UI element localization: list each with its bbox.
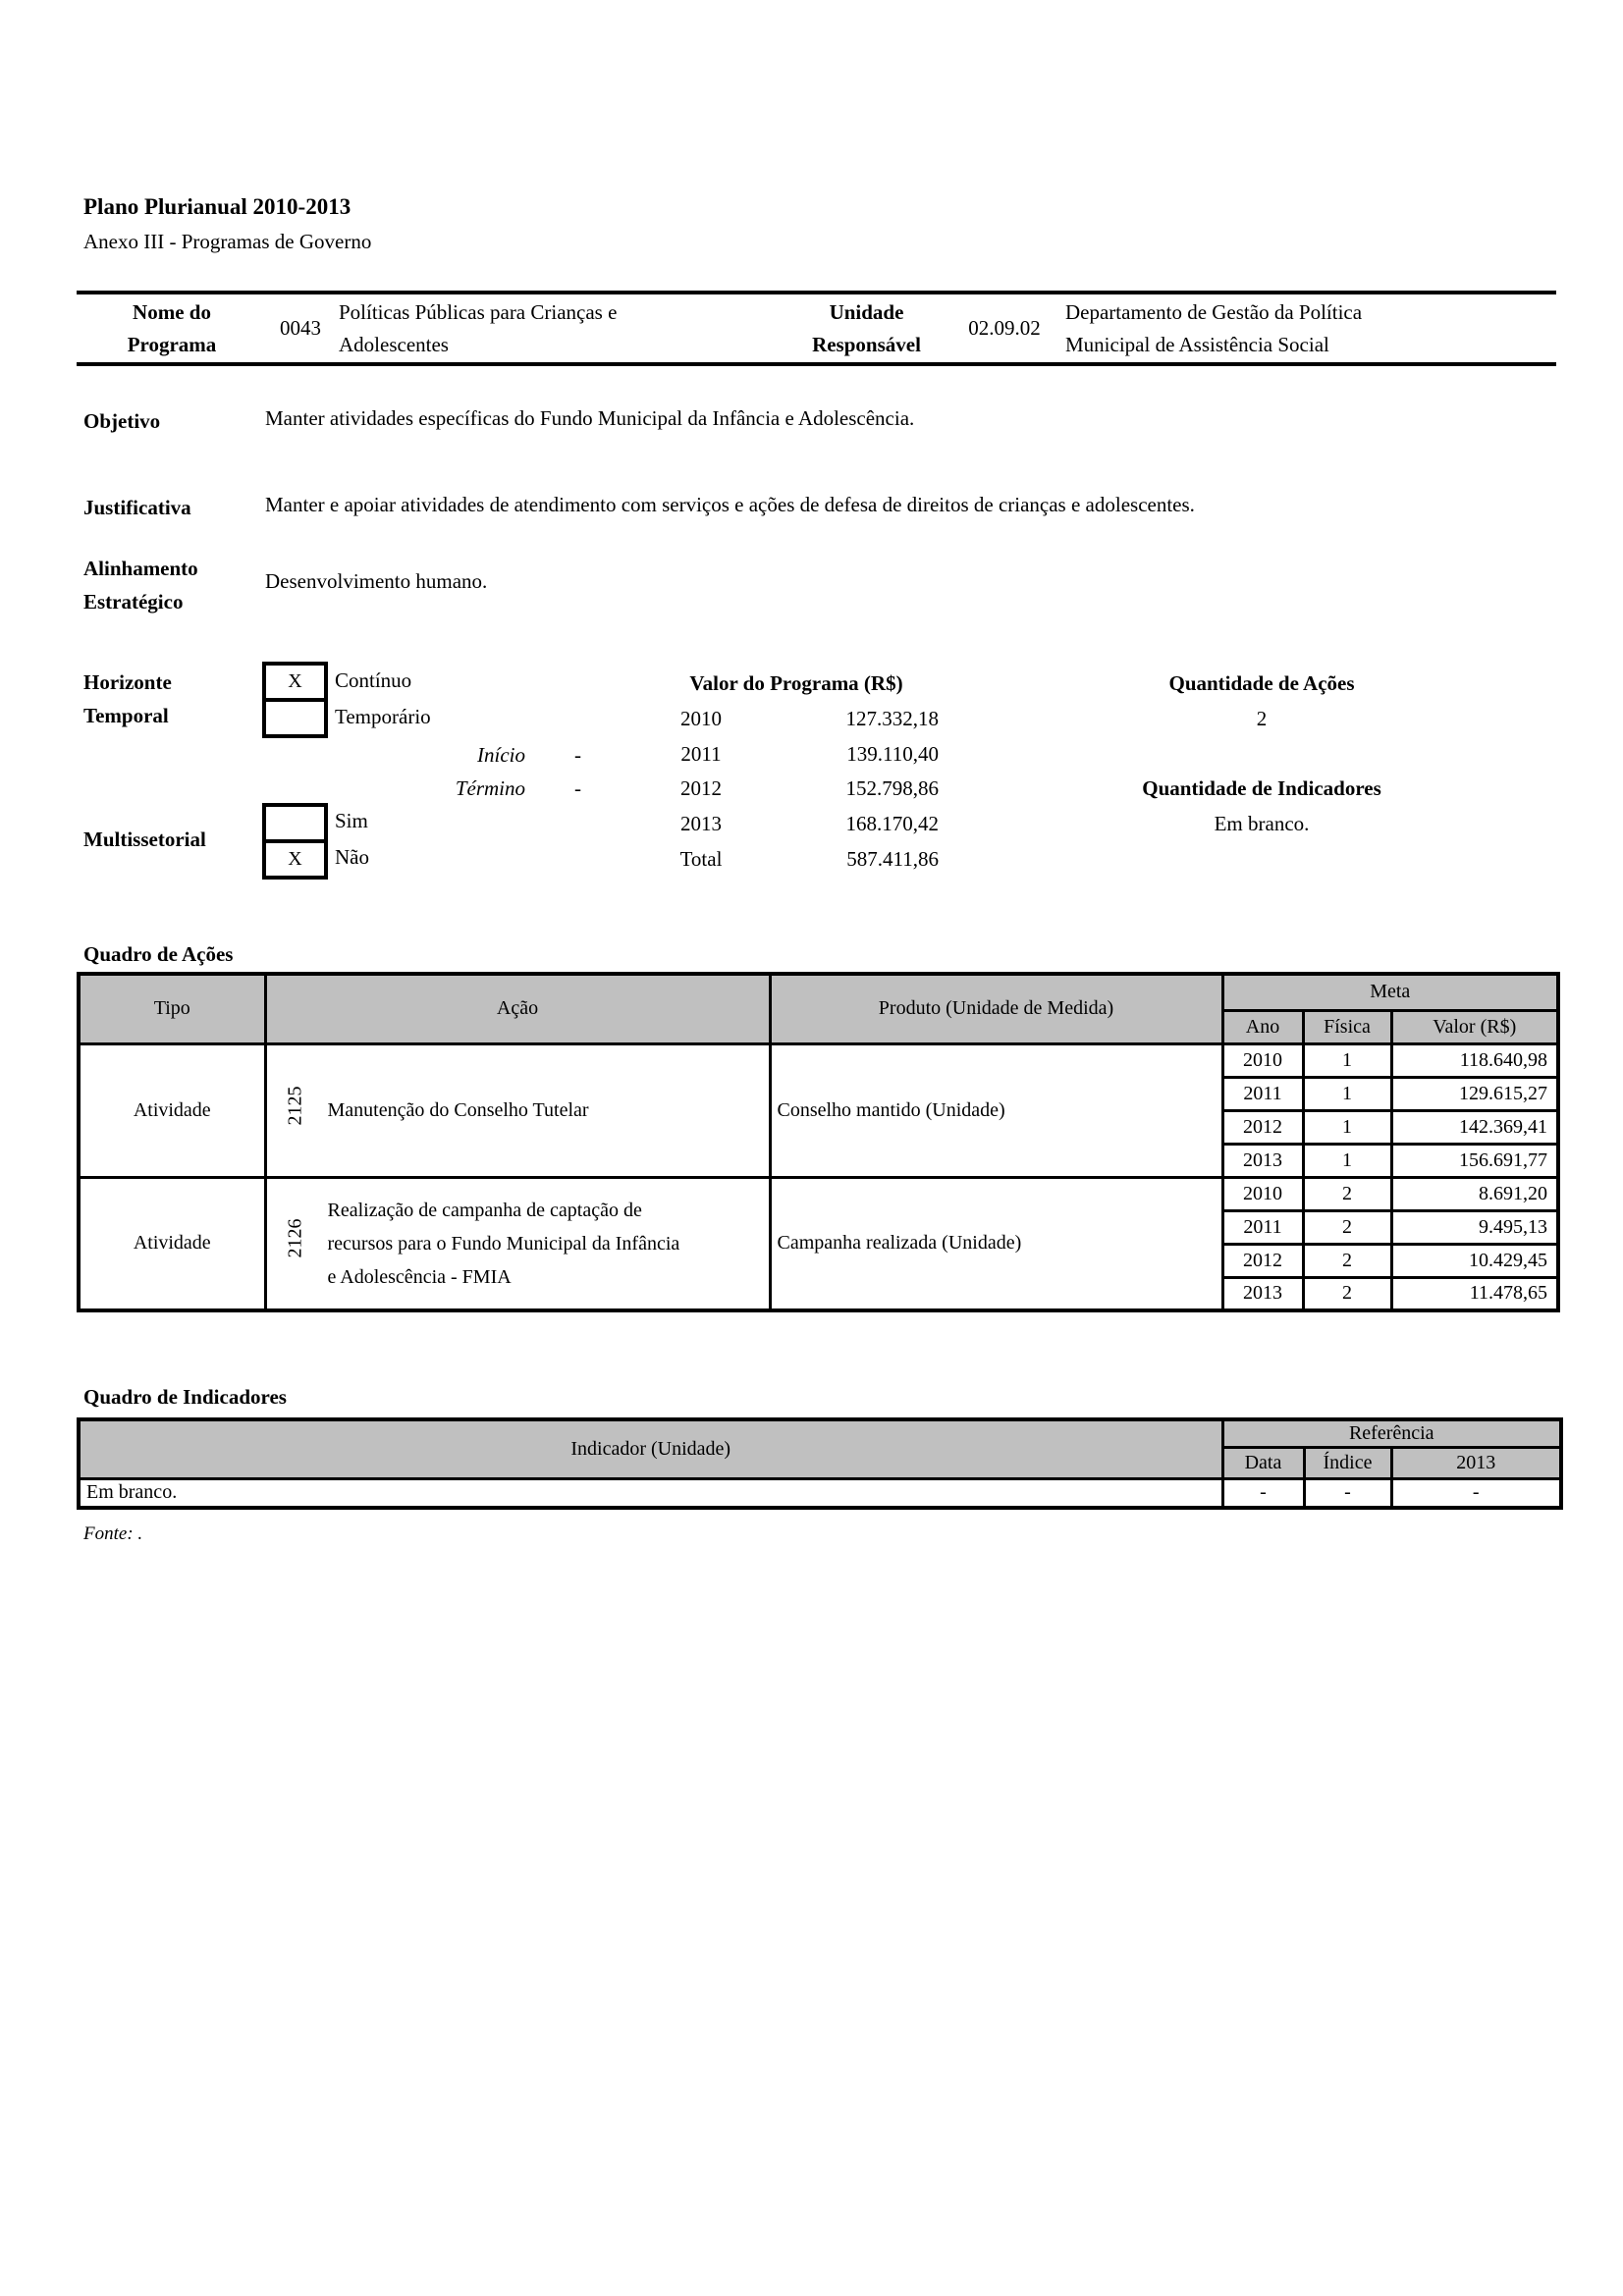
valor-programa-title: Valor do Programa (R$) [689,671,903,695]
meta-valor: 11.478,65 [1391,1277,1558,1310]
unit-code: 02.09.02 [968,316,1041,340]
valor-total-amount: 587.411,86 [846,847,939,871]
quantidade-acoes-value: 2 [1256,707,1268,730]
justificativa-text: Manter e apoiar atividades de atendimento com serviços e ações de defesa de direitos de crianças e adolescentes. [265,493,1195,516]
meta-ano: 2013 [1222,1277,1303,1310]
unit-label: Unidade Responsável [812,300,921,356]
col-header-fisica: Física [1303,1010,1391,1043]
continuo-label: Contínuo [335,668,412,692]
horizonte-checkbox-group [262,662,328,738]
horizonte-temporal-label: Horizonte Temporal [83,670,172,727]
continuo-checkbox: X [266,666,324,702]
meta-ano: 2010 [1222,1177,1303,1210]
alinhamento-label: Alinhamento Estratégico [83,557,198,614]
objetivo-text: Manter atividades específicas do Fundo Municipal da Infância e Adolescência. [265,406,915,430]
meta-valor: 142.369,41 [1391,1110,1558,1144]
quantidade-indicadores-value: Em branco. [1214,812,1310,835]
quadro-acoes-table [77,972,1560,1312]
col-header-indice: Índice [1304,1447,1391,1478]
acao1-cell [265,1043,770,1177]
objetivo-label: Objetivo [83,409,161,433]
meta-fisica: 2 [1303,1277,1391,1310]
inicio-value: - [574,743,581,767]
justificativa-label: Justificativa [83,496,191,519]
indicador-indice: - [1304,1478,1391,1508]
meta-valor: 156.691,77 [1391,1144,1558,1177]
termino-value: - [574,776,581,800]
nao-label: Não [335,845,369,869]
col-header-meta: Meta [1222,974,1558,1010]
meta-fisica: 2 [1303,1210,1391,1244]
unit-name: Departamento de Gestão da Política Municipal de Assistência Social [1065,300,1363,356]
col-header-produto: Produto (Unidade de Medida) [770,974,1222,1043]
valor-amount: 168.170,42 [845,812,939,835]
alinhamento-text: Desenvolvimento humano. [265,569,488,593]
inicio-label: Início [477,743,525,767]
meta-fisica: 2 [1303,1244,1391,1277]
meta-fisica: 1 [1303,1110,1391,1144]
valor-total-label: Total [679,847,723,871]
valor-amount: 139.110,40 [846,742,939,766]
temporario-label: Temporário [335,705,431,728]
valor-year: 2011 [680,742,722,766]
acao1-produto: Conselho mantido (Unidade) [770,1043,1222,1177]
meta-fisica: 1 [1303,1077,1391,1110]
valor-year: 2010 [680,707,722,730]
quantidade-acoes-label: Quantidade de Ações [1168,671,1355,695]
meta-fisica: 1 [1303,1043,1391,1077]
col-header-referencia: Referência [1222,1419,1561,1447]
meta-fisica: 2 [1303,1177,1391,1210]
indicador-value: Em branco. [79,1478,1222,1508]
program-name: Políticas Públicas para Crianças e Adolescentes [339,300,618,356]
meta-ano: 2013 [1222,1144,1303,1177]
col-header-valor: Valor (R$) [1391,1010,1558,1043]
valor-year: 2013 [680,812,722,835]
table-row [79,1478,1561,1508]
col-header-indicador: Indicador (Unidade) [79,1419,1222,1478]
col-header-ano: Ano [1222,1010,1303,1043]
multissetorial-label: Multissetorial [83,828,206,851]
meta-valor: 118.640,98 [1391,1043,1558,1077]
program-code: 0043 [280,316,321,340]
meta-ano: 2011 [1222,1077,1303,1110]
meta-valor: 129.615,27 [1391,1077,1558,1110]
col-header-acao: Ação [265,974,770,1043]
valor-year: 2012 [680,776,722,800]
col-header-tipo: Tipo [79,974,265,1043]
table-row [79,1177,1558,1210]
meta-valor: 8.691,20 [1391,1177,1558,1210]
meta-ano: 2010 [1222,1043,1303,1077]
sim-label: Sim [335,809,368,832]
meta-fisica: 1 [1303,1144,1391,1177]
fonte-note: Fonte: . [83,1523,143,1544]
col-header-2013: 2013 [1391,1447,1561,1478]
acao1-tipo: Atividade [79,1043,265,1177]
indicador-data: - [1222,1478,1304,1508]
quadro-acoes-title: Quadro de Ações [83,942,234,966]
col-header-data: Data [1222,1447,1304,1478]
acao1-codigo: 2125 [284,1086,305,1125]
indicador-2013: - [1391,1478,1561,1508]
acao1-descricao: Manutenção do Conselho Tutelar [327,1099,589,1121]
temporario-checkbox [266,702,324,734]
quantidade-indicadores-label: Quantidade de Indicadores [1142,776,1381,800]
nao-checkbox: X [288,848,302,870]
termino-label: Término [455,776,525,800]
meta-ano: 2012 [1222,1110,1303,1144]
acao2-descricao: Realização de campanha de captação de recursos para o Fundo Municipal da Infância e Adolescência - FMIA [327,1199,680,1288]
acao2-produto: Campanha realizada (Unidade) [770,1177,1222,1310]
acao2-cell [265,1177,770,1310]
program-header-band [77,291,1556,366]
meta-ano: 2012 [1222,1244,1303,1277]
acao2-tipo: Atividade [79,1177,265,1310]
table-row [79,1043,1558,1077]
sim-checkbox [266,807,324,843]
multissetorial-checkbox-group [262,803,328,880]
quadro-indicadores-title: Quadro de Indicadores [83,1385,287,1409]
valor-amount: 152.798,86 [845,776,939,800]
page-subtitle: Anexo III - Programas de Governo [83,230,372,253]
program-name-label: Nome do Programa [127,300,217,356]
page-title: Plano Plurianual 2010-2013 [83,194,352,219]
meta-valor: 9.495,13 [1391,1210,1558,1244]
acao2-codigo: 2126 [284,1218,305,1258]
quadro-indicadores-table [77,1417,1563,1510]
meta-valor: 10.429,45 [1391,1244,1558,1277]
meta-ano: 2011 [1222,1210,1303,1244]
valor-amount: 127.332,18 [845,707,939,730]
